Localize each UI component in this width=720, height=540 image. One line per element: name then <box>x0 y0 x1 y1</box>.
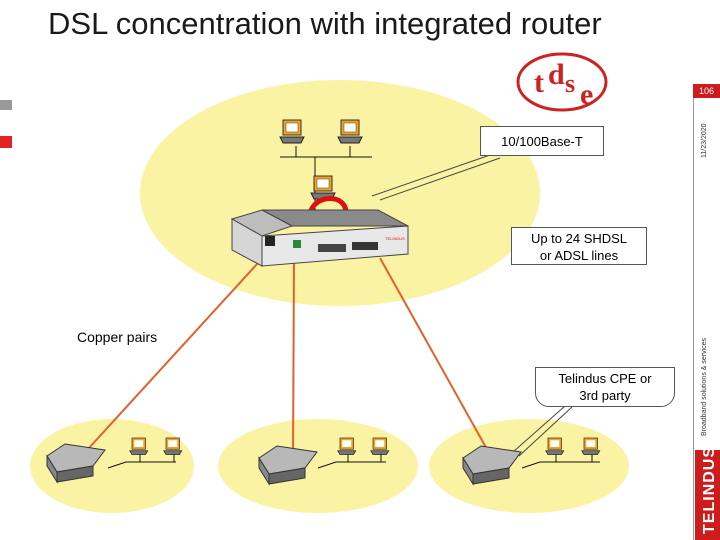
slide-title: DSL concentration with integrated router <box>48 6 602 41</box>
page-number: 106 <box>693 84 720 98</box>
laptop-icon <box>311 176 335 199</box>
cpe-zone-middle <box>218 419 418 513</box>
tdse-logo <box>518 54 606 111</box>
footer-vertical-text: Broadband solutions & services <box>701 337 708 436</box>
lines-callout <box>511 227 647 265</box>
svg-text:s: s <box>565 69 576 98</box>
svg-text:d: d <box>548 58 565 91</box>
svg-text:e: e <box>580 78 594 111</box>
laptop-icon <box>371 438 389 455</box>
ethernet-label: 10/100Base-T <box>501 134 583 149</box>
cpe-callout <box>535 367 675 407</box>
slide-date: 11/23/2020 <box>701 123 708 158</box>
central-zone <box>140 80 540 306</box>
laptop-icon <box>582 438 600 455</box>
laptop-icon <box>338 120 362 143</box>
copper-label: Copper pairs <box>77 329 158 345</box>
lines-label-line1: Up to 24 SHDSL <box>530 231 628 246</box>
laptop-icon <box>130 438 148 455</box>
lines-label-line2: or ADSL lines <box>539 248 619 263</box>
laptop-icon <box>164 438 182 455</box>
svg-text:t: t <box>534 66 544 99</box>
cpe-label-line2: 3rd party <box>579 388 631 403</box>
laptop-icon <box>338 438 356 455</box>
laptop-icon <box>280 120 304 143</box>
laptop-icon <box>546 438 564 455</box>
cpe-label-line1: Telindus CPE or <box>558 371 652 386</box>
svg-text:TELINDUS: TELINDUS <box>385 236 405 241</box>
telindus-logo: TELINDUS <box>701 446 718 534</box>
ethernet-callout <box>480 126 604 156</box>
